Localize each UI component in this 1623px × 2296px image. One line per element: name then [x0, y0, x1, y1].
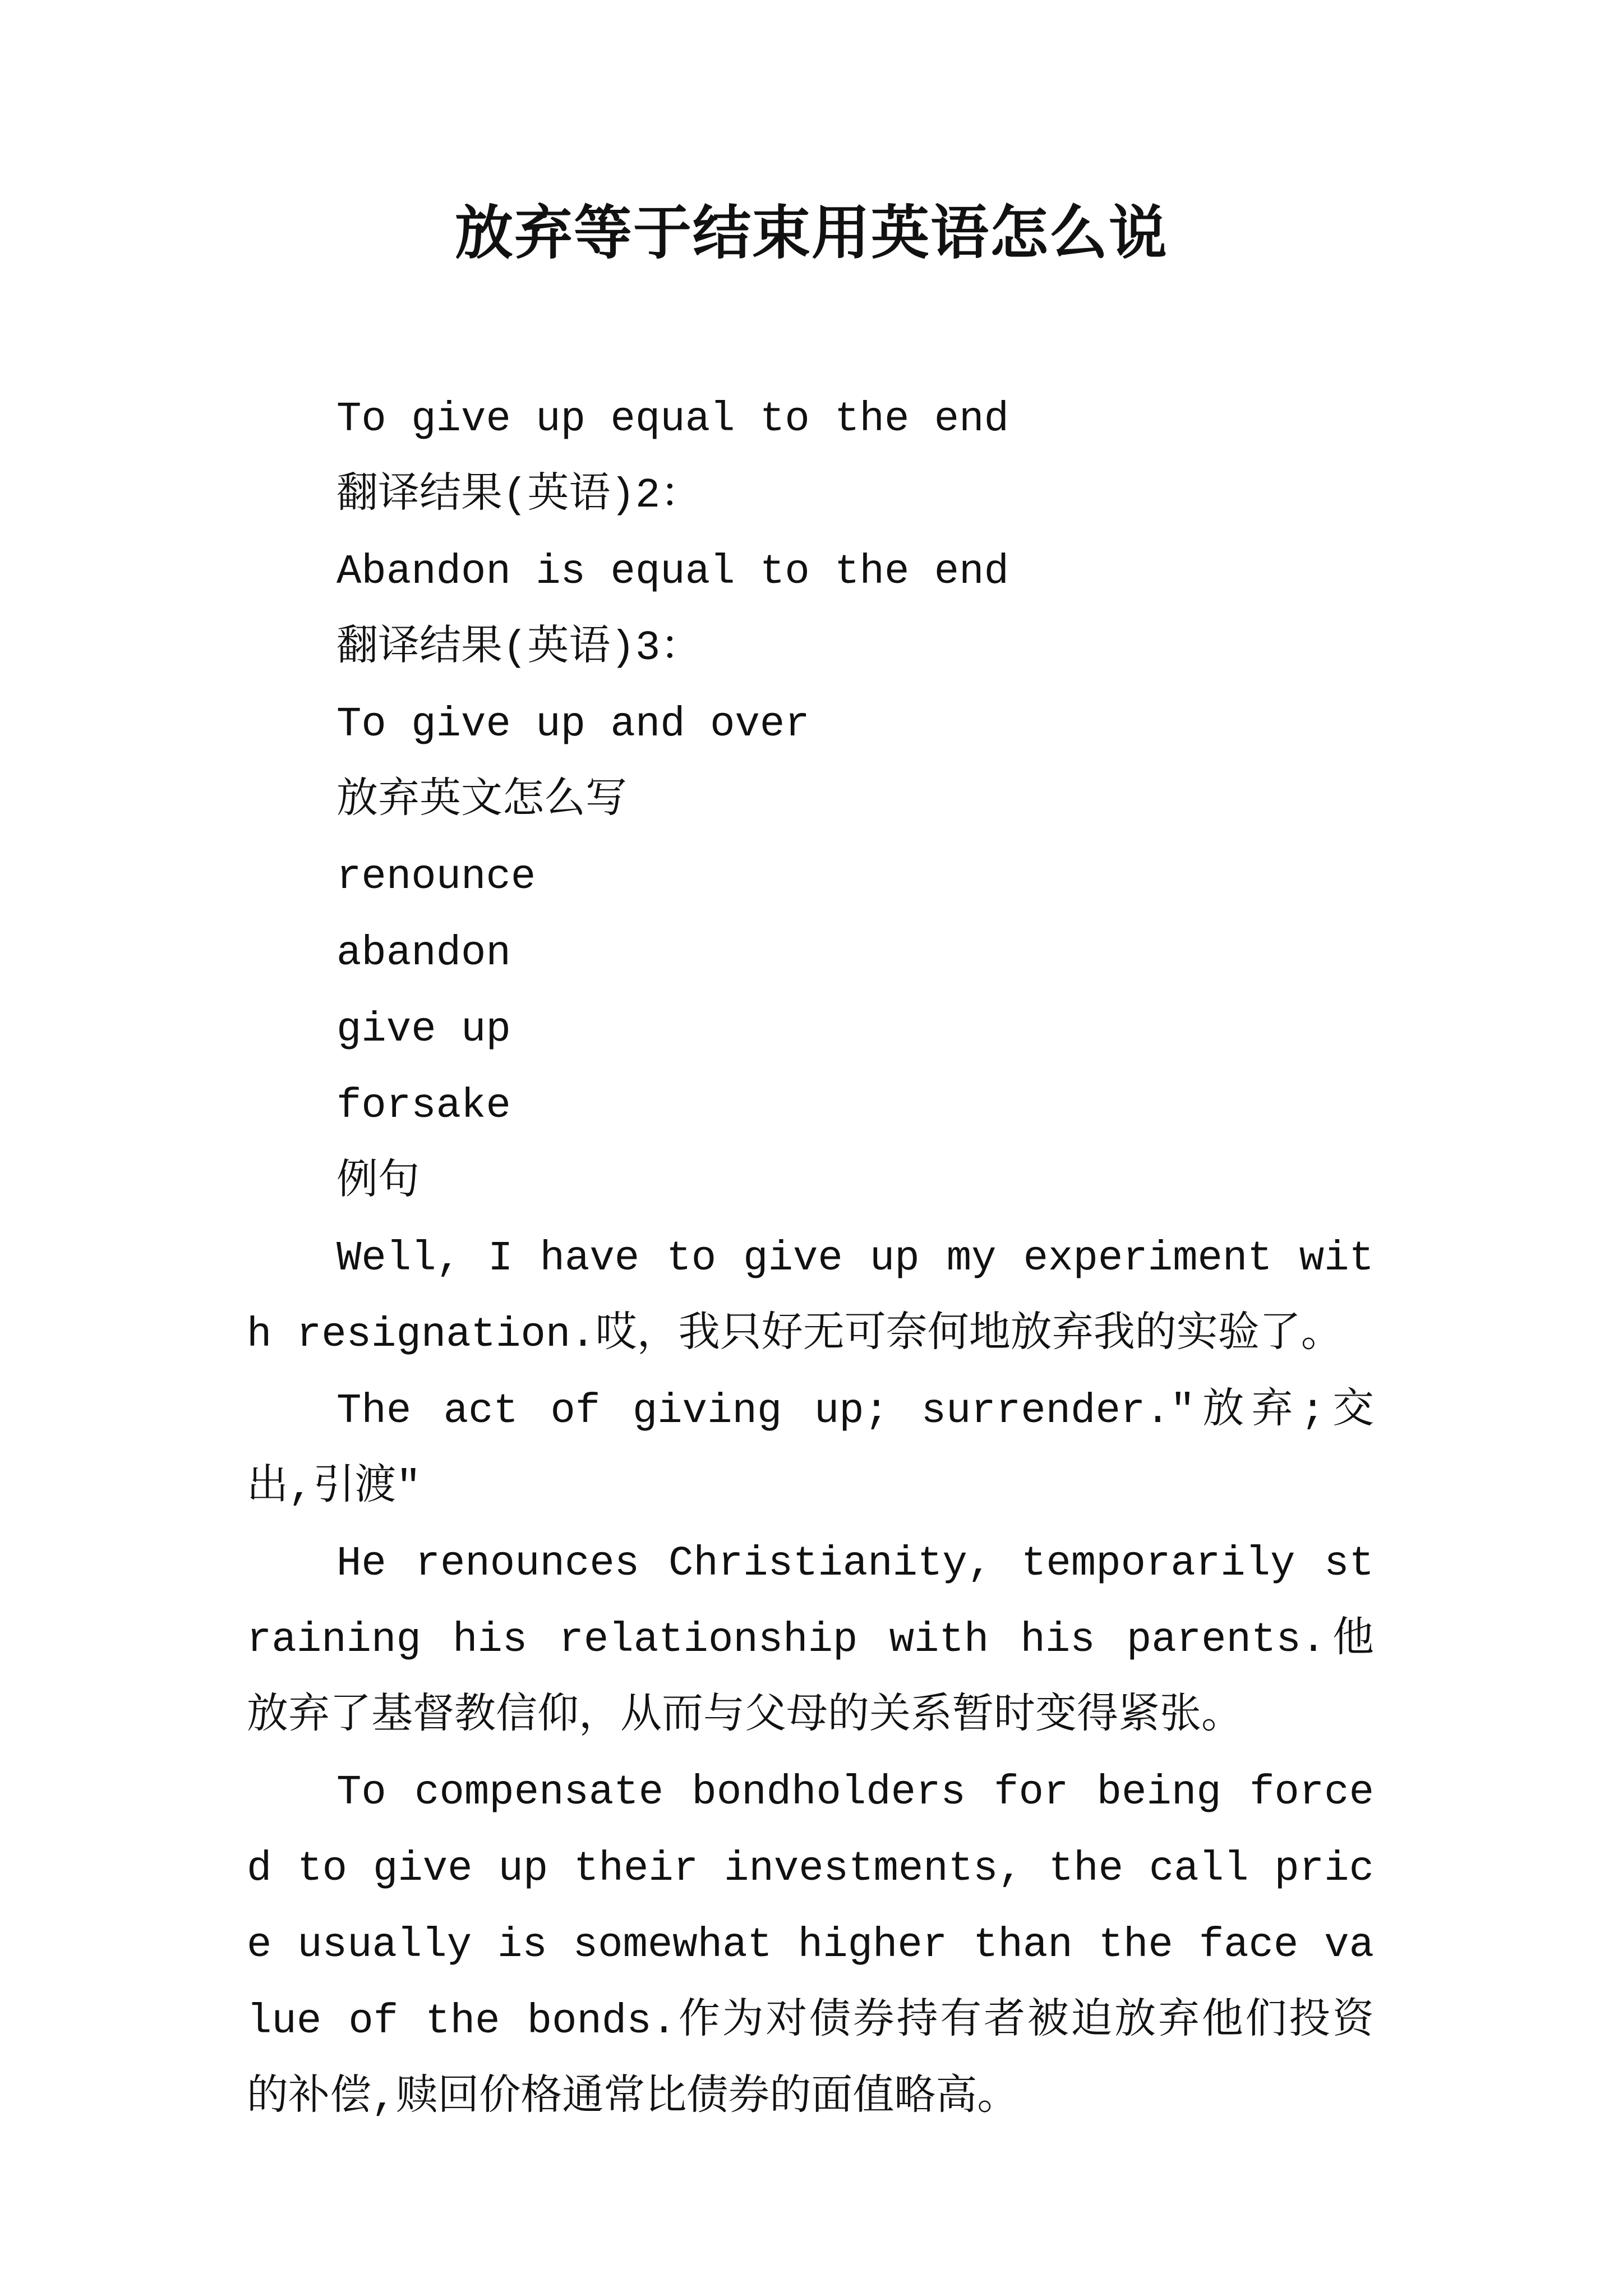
document-body: [247, 381, 1374, 2136]
section-heading: 例句: [336, 1159, 419, 1206]
section-heading: 放弃英文怎么写: [336, 777, 627, 825]
vocabulary-word: forsake: [336, 1083, 511, 1130]
vocabulary-word: renounce: [336, 854, 536, 901]
translation-line: Abandon is equal to the end: [336, 549, 1009, 596]
document-title: 放弃等于结束用英语怎么说: [454, 198, 1168, 267]
vocabulary-word: give up: [336, 1006, 511, 1053]
translation-heading: 翻译结果(英语)2：: [336, 472, 702, 519]
vocabulary-word: abandon: [336, 930, 511, 977]
translation-line: To give up equal to the end: [336, 396, 1009, 443]
example-sentence: The act of giving up; surrender."放弃;交出,引渡": [247, 1388, 1374, 1511]
translation-heading: 翻译结果(英语)3：: [336, 625, 702, 672]
example-sentence: He renounces Christianity, temporarily straining his relationship with his parents.他放弃了基督教信仰，从而与父母的关系暂时变得紧张。: [247, 1540, 1374, 1740]
example-sentence: To compensate bondholders for being forced to give up their investments, the call price usually is somewhat higher than the face value of the bonds.作为对债券持有者被迫放弃他们投资的补偿,赎回价格通常比债券的面值略高。: [247, 1769, 1374, 2122]
translation-line: To give up and over: [336, 701, 810, 748]
example-sentence: Well, I have to give up my experiment with resignation.哎，我只好无可奈何地放弃我的实验了。: [247, 1235, 1374, 1359]
